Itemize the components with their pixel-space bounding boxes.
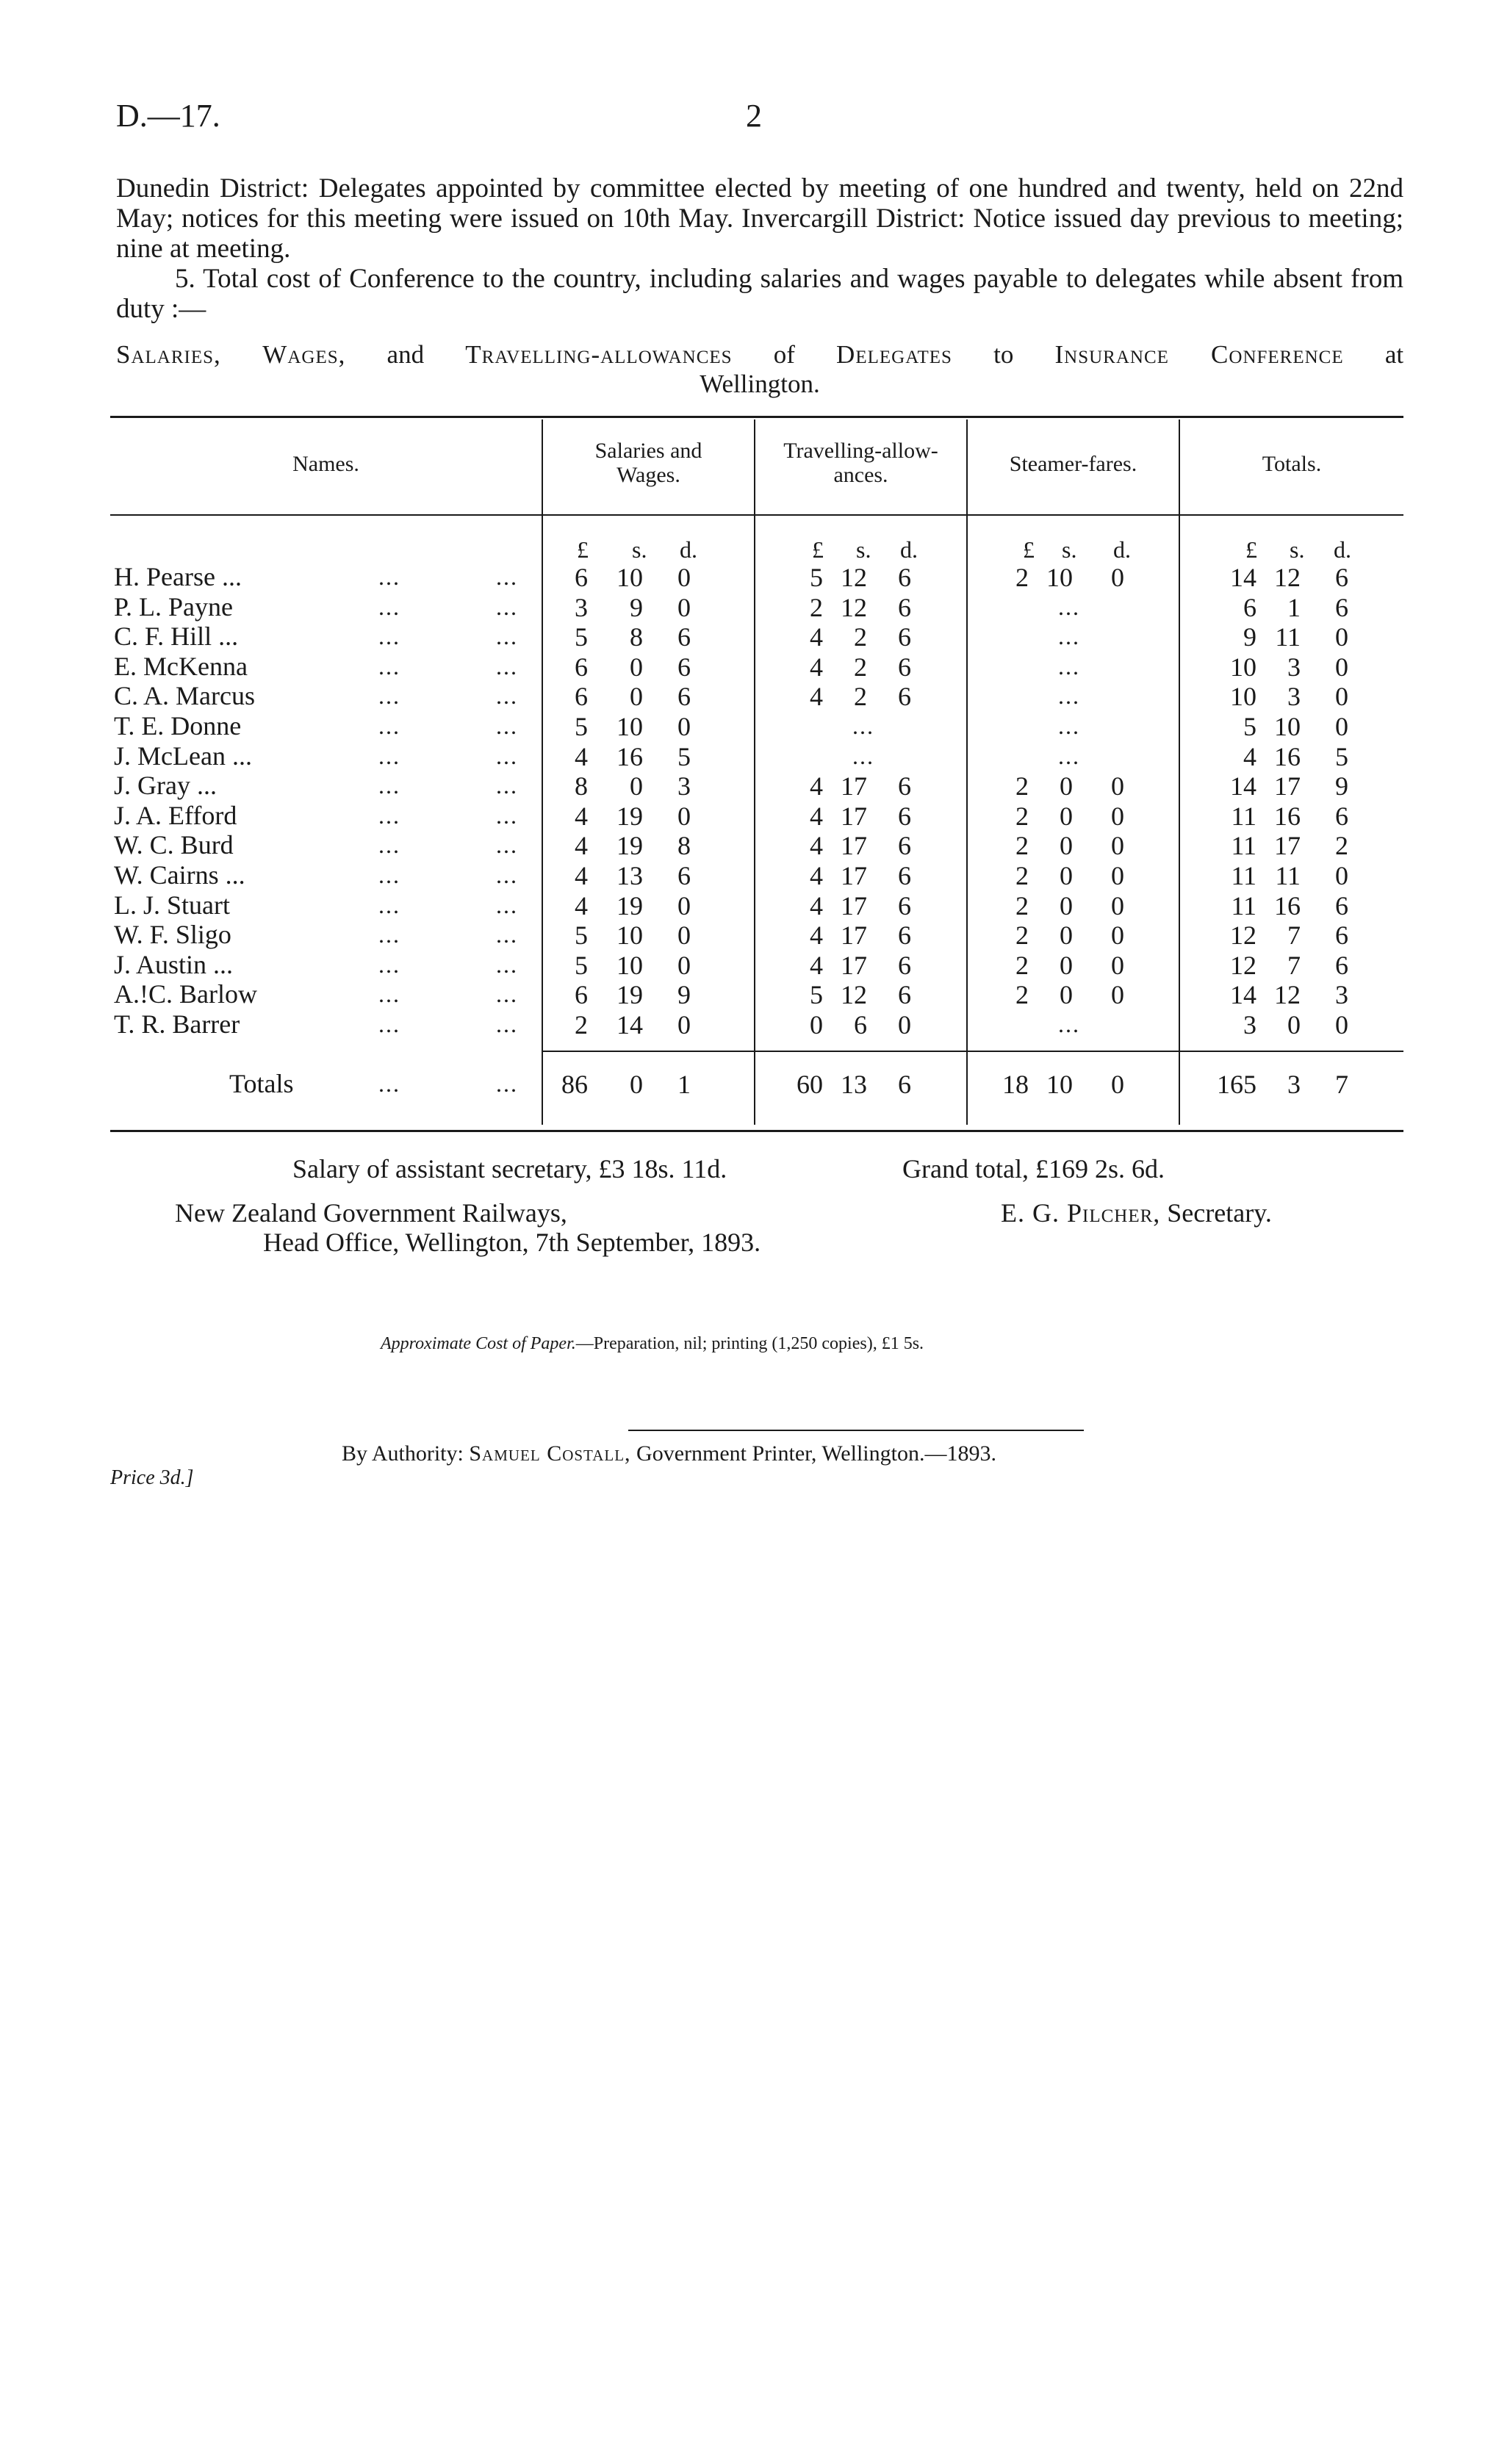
- sal-pence: 0: [677, 890, 691, 921]
- tot-shillings: 11: [1275, 622, 1301, 652]
- steam-empty: ...: [1058, 652, 1080, 680]
- sal-pounds: 6: [575, 563, 588, 592]
- tot-pounds: 12: [1230, 921, 1256, 951]
- sal-shillings: 19: [616, 890, 643, 921]
- column-header-steamer: Steamer-fares.: [1009, 452, 1137, 476]
- table-bottom-rule: [110, 1130, 1403, 1132]
- trav-pounds: 2: [810, 592, 823, 622]
- title-part3: Delegates: [836, 340, 952, 369]
- leader-dots: ...: [378, 862, 400, 888]
- steam-pence: 0: [1111, 980, 1124, 1010]
- trav-shillings: 17: [841, 890, 867, 921]
- sal-shillings: 19: [616, 831, 643, 861]
- row-name: W. F. Sligo: [114, 920, 231, 950]
- sal-pounds: 4: [575, 831, 588, 861]
- sal-pounds: 5: [575, 950, 588, 980]
- trav-pence: 6: [898, 652, 911, 682]
- column-header-salaries: [543, 439, 754, 487]
- unit-shilling: s.: [1062, 536, 1077, 563]
- tot-shillings: 12: [1274, 980, 1301, 1010]
- column-header-travelling: [755, 439, 966, 487]
- leader-dots: ...: [378, 682, 400, 710]
- leader-dots: ...: [496, 563, 518, 590]
- steam-shillings: 0: [1060, 950, 1073, 980]
- sal-shillings: 9: [630, 592, 643, 622]
- row-name: C. A. Marcus: [114, 681, 255, 711]
- steam-shillings: 0: [1060, 771, 1073, 801]
- totals-trav-pence: 6: [898, 1070, 911, 1099]
- trav-pounds: 5: [810, 980, 823, 1010]
- leader-dots: ...: [378, 951, 400, 978]
- trav-pounds: 5: [810, 563, 823, 592]
- table-header-rule: [110, 514, 1403, 516]
- leader-dots: ...: [496, 772, 518, 799]
- tot-pounds: 11: [1231, 831, 1256, 861]
- tot-shillings: 7: [1287, 950, 1301, 980]
- trav-pence: 6: [898, 563, 911, 592]
- trav-shillings: 12: [841, 592, 867, 622]
- trav-pounds: 4: [810, 921, 823, 951]
- table-title-line2: Wellington.: [700, 370, 820, 398]
- authority-rule: [628, 1430, 1084, 1431]
- trav-shillings: 17: [841, 950, 867, 980]
- steam-shillings: 0: [1060, 801, 1073, 831]
- totals-sal-pence: 1: [677, 1070, 691, 1099]
- tot-shillings: 0: [1287, 1010, 1301, 1040]
- trav-pounds: 4: [810, 622, 823, 652]
- steam-pounds: 2: [1015, 563, 1029, 592]
- unit-pound: £: [1023, 536, 1035, 563]
- totals-label: Totals: [229, 1069, 294, 1098]
- steam-pence: 0: [1111, 831, 1124, 861]
- unit-shilling: s.: [632, 536, 647, 563]
- approximate-cost: [381, 1334, 924, 1354]
- sal-pence: 5: [677, 741, 691, 771]
- trav-pounds: 4: [810, 771, 823, 801]
- steam-pence: 0: [1111, 921, 1124, 951]
- leader-dots: ...: [496, 593, 518, 620]
- leader-dots: ...: [496, 951, 518, 978]
- sal-shillings: 19: [616, 980, 643, 1010]
- steam-shillings: 0: [1060, 921, 1073, 951]
- sal-pounds: 6: [575, 682, 588, 712]
- trav-pounds: 4: [810, 801, 823, 831]
- leader-dots: ...: [378, 593, 400, 620]
- sal-pounds: 5: [575, 712, 588, 741]
- trav-pence: 6: [898, 950, 911, 980]
- tot-shillings: 12: [1274, 563, 1301, 592]
- sal-shillings: 16: [616, 741, 643, 771]
- sal-pounds: 3: [575, 592, 588, 622]
- tot-pounds: 5: [1243, 712, 1256, 741]
- title-part2: Travelling-allowances: [465, 340, 733, 369]
- signature-role: Secretary.: [1167, 1198, 1272, 1228]
- leader-dots: ...: [496, 801, 518, 829]
- sal-shillings: 10: [616, 712, 643, 741]
- unit-pound: £: [812, 536, 824, 563]
- tot-pence: 6: [1335, 890, 1348, 921]
- sal-pounds: 8: [575, 771, 588, 801]
- leader-dots: ...: [378, 742, 400, 769]
- trav-shillings: 17: [841, 921, 867, 951]
- tot-pence: 0: [1335, 861, 1348, 890]
- totals-steam-pounds: 18: [1002, 1070, 1029, 1099]
- leader-dots: ...: [378, 623, 400, 650]
- leader-dots: ...: [378, 921, 400, 948]
- table-top-rule: [110, 416, 1403, 418]
- row-name: A.!C. Barlow: [114, 979, 257, 1009]
- trav-pence: 6: [898, 980, 911, 1010]
- tot-pence: 6: [1335, 592, 1348, 622]
- tot-shillings: 17: [1274, 771, 1301, 801]
- sal-shillings: 10: [616, 921, 643, 951]
- title-of: of: [773, 340, 795, 369]
- trav-pounds: 0: [810, 1010, 823, 1040]
- trav-shillings: 17: [841, 861, 867, 890]
- unit-pound: £: [577, 536, 589, 563]
- leader-dots: ...: [496, 832, 518, 859]
- sal-pence: 9: [677, 980, 691, 1010]
- leader-dots: ...: [496, 623, 518, 650]
- sal-shillings: 10: [616, 950, 643, 980]
- totals-rule-2: [966, 1051, 1179, 1052]
- sal-pence: 0: [677, 712, 691, 741]
- steam-empty: ...: [1058, 742, 1080, 769]
- leader-dots: ...: [496, 1011, 518, 1037]
- trav-pence: 6: [898, 861, 911, 890]
- leader-dots: ...: [496, 742, 518, 769]
- totals-rule-3: [1179, 1051, 1403, 1052]
- sal-shillings: 10: [616, 563, 643, 592]
- head-office-line: Head Office, Wellington, 7th September, 1893.: [263, 1228, 761, 1257]
- sal-pounds: 4: [575, 890, 588, 921]
- leader-dots: ...: [378, 652, 400, 680]
- leader-dots: ...: [496, 891, 518, 918]
- title-part4: Insurance Conference: [1054, 340, 1344, 369]
- column-divider-2: [754, 419, 755, 1125]
- tot-pounds: 11: [1231, 861, 1256, 890]
- trav-pence: 6: [898, 890, 911, 921]
- steam-pence: 0: [1111, 801, 1124, 831]
- page-number: 2: [746, 98, 762, 134]
- trav-pounds: 4: [810, 890, 823, 921]
- row-name: T. E. Donne: [114, 711, 242, 741]
- steam-pence: 0: [1111, 950, 1124, 980]
- steam-pounds: 2: [1015, 801, 1029, 831]
- steam-pounds: 2: [1015, 771, 1029, 801]
- row-name: C. F. Hill ...: [114, 622, 239, 652]
- assistant-salary: Salary of assistant secretary, £3 18s. 11d.: [292, 1154, 727, 1184]
- steam-pounds: 2: [1015, 831, 1029, 861]
- tot-shillings: 16: [1274, 890, 1301, 921]
- sal-shillings: 0: [630, 682, 643, 712]
- trav-pence: 6: [898, 771, 911, 801]
- unit-shilling: s.: [856, 536, 871, 563]
- sal-pence: 8: [677, 831, 691, 861]
- unit-pence: d.: [680, 536, 697, 563]
- steam-pounds: 2: [1015, 950, 1029, 980]
- sal-pence: 6: [677, 682, 691, 712]
- leader-dots: ...: [378, 563, 400, 590]
- tot-pounds: 11: [1231, 890, 1256, 921]
- totals-tot-pounds: 165: [1217, 1070, 1256, 1099]
- tot-shillings: 11: [1275, 861, 1301, 890]
- sal-pence: 0: [677, 563, 691, 592]
- tot-shillings: 3: [1287, 652, 1301, 682]
- tot-pounds: 12: [1230, 950, 1256, 980]
- tot-pence: 6: [1335, 801, 1348, 831]
- tot-pounds: 9: [1243, 622, 1256, 652]
- sal-pence: 3: [677, 771, 691, 801]
- sal-pence: 0: [677, 592, 691, 622]
- sal-shillings: 8: [630, 622, 643, 652]
- trav-pence: 6: [898, 921, 911, 951]
- leader-dots: ...: [378, 801, 400, 829]
- title-at: at: [1384, 340, 1404, 369]
- trav-shillings: 17: [841, 831, 867, 861]
- trav-pence: 6: [898, 592, 911, 622]
- sal-pounds: 4: [575, 741, 588, 771]
- tot-pounds: 3: [1243, 1010, 1256, 1040]
- printer-name: Samuel Costall,: [469, 1441, 631, 1466]
- leader-dots: ...: [378, 772, 400, 799]
- steam-pounds: 2: [1015, 921, 1029, 951]
- leader-dots: ...: [496, 713, 518, 739]
- sal-shillings: 0: [630, 771, 643, 801]
- sal-pounds: 4: [575, 801, 588, 831]
- trav-empty: ...: [852, 713, 874, 739]
- leader-dots: ...: [496, 682, 518, 710]
- steam-empty: ...: [1058, 682, 1080, 710]
- tot-pence: 9: [1335, 771, 1348, 801]
- unit-pence: d.: [900, 536, 918, 563]
- row-name: W. Cairns ...: [114, 860, 245, 890]
- steam-shillings: 0: [1060, 980, 1073, 1010]
- leader-dots: ...: [496, 1070, 518, 1097]
- trav-shillings: 12: [841, 563, 867, 592]
- sal-pence: 0: [677, 1010, 691, 1040]
- sal-pounds: 6: [575, 980, 588, 1010]
- tot-pounds: 11: [1231, 801, 1256, 831]
- tot-shillings: 10: [1274, 712, 1301, 741]
- title-to: to: [993, 340, 1014, 369]
- steam-shillings: 0: [1060, 861, 1073, 890]
- sal-pence: 6: [677, 861, 691, 890]
- trav-shillings: 17: [841, 771, 867, 801]
- row-name: L. J. Stuart: [114, 890, 230, 920]
- sal-pence: 6: [677, 622, 691, 652]
- steam-empty: ...: [1058, 713, 1080, 739]
- totals-sal-pounds: 86: [561, 1070, 588, 1099]
- column-header-travelling-line2: ances.: [833, 463, 888, 487]
- leader-dots: ...: [378, 1070, 400, 1097]
- trav-pence: 6: [898, 831, 911, 861]
- totals-trav-pounds: 60: [797, 1070, 823, 1099]
- tot-pence: 0: [1335, 682, 1348, 712]
- row-name: J. A. Efford: [114, 800, 237, 830]
- column-header-travelling-line1: Travelling-allow-: [783, 439, 938, 463]
- trav-shillings: 2: [854, 652, 867, 682]
- column-divider-1: [542, 419, 543, 1125]
- tot-pence: 0: [1335, 622, 1348, 652]
- sal-pence: 6: [677, 652, 691, 682]
- sal-pounds: 2: [575, 1010, 588, 1040]
- steam-pence: 0: [1111, 771, 1124, 801]
- sal-shillings: 0: [630, 652, 643, 682]
- steam-pounds: 2: [1015, 980, 1029, 1010]
- leader-dots: ...: [378, 713, 400, 739]
- tot-pounds: 14: [1230, 771, 1256, 801]
- trav-shillings: 2: [854, 622, 867, 652]
- signature: [1001, 1197, 1272, 1228]
- sal-pounds: 5: [575, 622, 588, 652]
- tot-shillings: 1: [1287, 592, 1301, 622]
- paragraph-dunedin: Dunedin District: Delegates appointed by committee elected by meeting of one hundred and twenty, held on 22nd May; notices for this meeting were issued on 10th May. Invercargill District: Notice issued day previous to meeting; nine at meeting.: [116, 173, 1403, 264]
- totals-steam-shillings: 10: [1046, 1070, 1073, 1099]
- sal-shillings: 14: [616, 1010, 643, 1040]
- steam-empty: ...: [1058, 593, 1080, 620]
- totals-steam-pence: 0: [1111, 1070, 1124, 1099]
- totals-tot-shillings: 3: [1287, 1070, 1301, 1099]
- sal-pounds: 4: [575, 861, 588, 890]
- steam-pounds: 2: [1015, 861, 1029, 890]
- railways-line: New Zealand Government Railways,: [175, 1198, 567, 1228]
- row-name: P. L. Payne: [114, 591, 233, 622]
- approx-cost-label: Approximate Cost of Paper.: [381, 1334, 576, 1353]
- trav-pence: 6: [898, 801, 911, 831]
- column-divider-3: [966, 419, 968, 1125]
- authority-line: [342, 1441, 996, 1466]
- column-header-names: Names.: [292, 452, 359, 476]
- trav-pence: 0: [898, 1010, 911, 1040]
- leader-dots: ...: [378, 832, 400, 859]
- trav-pounds: 4: [810, 682, 823, 712]
- steam-pence: 0: [1111, 861, 1124, 890]
- tot-pence: 3: [1335, 980, 1348, 1010]
- unit-pence: d.: [1113, 536, 1131, 563]
- steam-empty: ...: [1058, 623, 1080, 650]
- row-name: H. Pearse ...: [114, 562, 242, 591]
- tot-shillings: 3: [1287, 682, 1301, 712]
- steam-pounds: 2: [1015, 890, 1029, 921]
- tot-pounds: 6: [1243, 592, 1256, 622]
- title-and: and: [387, 340, 425, 369]
- paragraph-total-cost: 5. Total cost of Conference to the country, including salaries and wages payable to delegates while absent from duty :—: [116, 264, 1403, 324]
- column-header-salaries-line2: Wages.: [616, 463, 680, 487]
- leader-dots: ...: [378, 1011, 400, 1037]
- sal-pence: 0: [677, 950, 691, 980]
- leader-dots: ...: [496, 652, 518, 680]
- signature-name: E. G. Pilcher,: [1001, 1198, 1161, 1228]
- tot-pence: 6: [1335, 950, 1348, 980]
- row-name: E. McKenna: [114, 651, 248, 681]
- leader-dots: ...: [378, 981, 400, 1008]
- row-name: J. Austin ...: [114, 949, 234, 979]
- column-header-totals: Totals.: [1262, 452, 1322, 476]
- trav-shillings: 6: [854, 1010, 867, 1040]
- grand-total: Grand total, £169 2s. 6d.: [902, 1154, 1165, 1184]
- printer-text: Government Printer, Wellington.—1893.: [636, 1441, 996, 1466]
- document-reference: D.—17.: [116, 98, 220, 134]
- trav-shillings: 12: [841, 980, 867, 1010]
- totals-sal-shillings: 0: [630, 1070, 643, 1099]
- trav-shillings: 2: [854, 682, 867, 712]
- trav-pounds: 4: [810, 831, 823, 861]
- steam-shillings: 0: [1060, 890, 1073, 921]
- row-name: J. McLean ...: [114, 741, 252, 771]
- totals-rule-1: [542, 1051, 966, 1052]
- trav-pence: 6: [898, 622, 911, 652]
- tot-pounds: 14: [1230, 980, 1256, 1010]
- tot-shillings: 16: [1274, 801, 1301, 831]
- tot-shillings: 16: [1274, 741, 1301, 771]
- tot-shillings: 7: [1287, 921, 1301, 951]
- row-name: T. R. Barrer: [114, 1009, 240, 1039]
- steam-shillings: 10: [1046, 563, 1073, 592]
- row-name: W. C. Burd: [114, 830, 234, 860]
- table-title: [116, 339, 1403, 370]
- unit-shilling: s.: [1290, 536, 1305, 563]
- tot-pounds: 10: [1230, 682, 1256, 712]
- tot-pounds: 10: [1230, 652, 1256, 682]
- sal-shillings: 13: [616, 861, 643, 890]
- column-header-salaries-line1: Salaries and: [594, 439, 702, 463]
- trav-empty: ...: [852, 742, 874, 769]
- tot-pounds: 4: [1243, 741, 1256, 771]
- steam-empty: ...: [1058, 1011, 1080, 1037]
- trav-pence: 6: [898, 682, 911, 712]
- tot-pounds: 14: [1230, 563, 1256, 592]
- sal-pence: 0: [677, 801, 691, 831]
- sal-shillings: 19: [616, 801, 643, 831]
- tot-pence: 6: [1335, 921, 1348, 951]
- trav-pounds: 4: [810, 652, 823, 682]
- steam-pence: 0: [1111, 890, 1124, 921]
- totals-tot-pence: 7: [1335, 1070, 1348, 1099]
- authority-prefix: By Authority:: [342, 1441, 464, 1466]
- column-divider-4: [1179, 419, 1180, 1125]
- leader-dots: ...: [496, 981, 518, 1008]
- sal-pounds: 6: [575, 652, 588, 682]
- tot-pence: 2: [1335, 831, 1348, 861]
- price: Price 3d.]: [110, 1466, 194, 1489]
- title-part1: Salaries, Wages,: [116, 340, 346, 369]
- unit-pence: d.: [1334, 536, 1351, 563]
- unit-pound: £: [1245, 536, 1257, 563]
- leader-dots: ...: [496, 862, 518, 888]
- tot-pence: 0: [1335, 1010, 1348, 1040]
- leader-dots: ...: [496, 921, 518, 948]
- totals-trav-shillings: 13: [841, 1070, 867, 1099]
- trav-pounds: 4: [810, 861, 823, 890]
- steam-shillings: 0: [1060, 831, 1073, 861]
- trav-pounds: 4: [810, 950, 823, 980]
- leader-dots: ...: [378, 891, 400, 918]
- approx-cost-text: —Preparation, nil; printing (1,250 copies), £1 5s.: [575, 1334, 924, 1353]
- steam-pence: 0: [1111, 563, 1124, 592]
- sal-pounds: 5: [575, 921, 588, 951]
- tot-pence: 0: [1335, 652, 1348, 682]
- tot-pence: 5: [1335, 741, 1348, 771]
- row-name: J. Gray ...: [114, 771, 217, 801]
- sal-pence: 0: [677, 921, 691, 951]
- tot-pence: 0: [1335, 712, 1348, 741]
- tot-pence: 6: [1335, 563, 1348, 592]
- trav-shillings: 17: [841, 801, 867, 831]
- tot-shillings: 17: [1274, 831, 1301, 861]
